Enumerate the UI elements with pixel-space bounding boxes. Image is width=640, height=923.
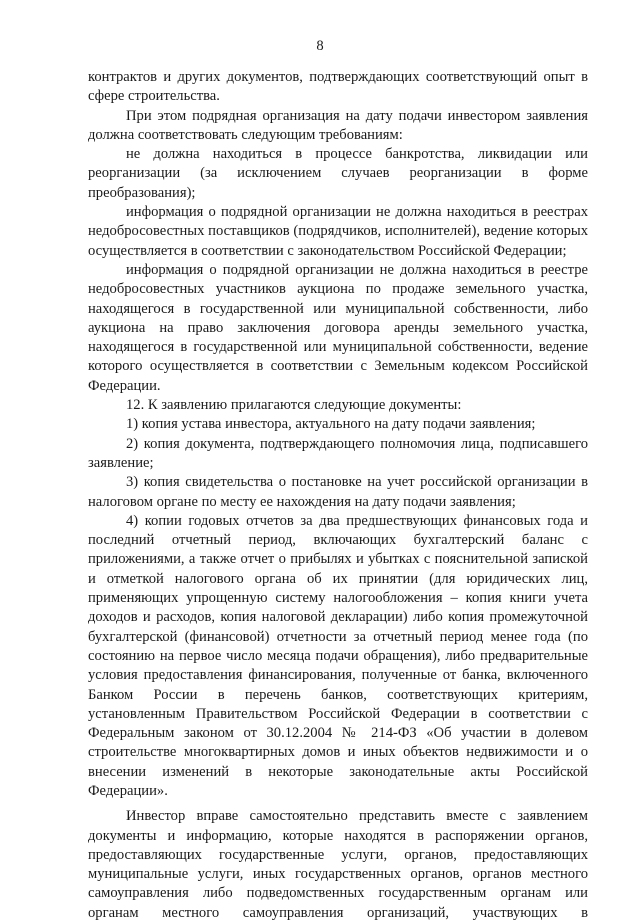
paragraph-section-12: 12. К заявлению прилагаются следующие документы: <box>126 397 462 414</box>
paragraph-requirement-bankruptcy: не должна находиться в процессе банкротства, ликвидации или реорганизации (за исключением случаев реорганизации в форме преобразования); <box>88 146 588 201</box>
paragraph-requirement-auction-registry: информация о подрядной организации не должна находиться в реестре недобросовестных участников аукциона по продаже земельного участка, находящегося в государственной или муниципальной собственности, либо аукциона на право заключения договора аренды земельного участка, находящегося в государственной или муниципальной собственности, ведение которого осуществляется в соответствии с Земельным кодексом Российской Федерации. <box>88 261 588 394</box>
paragraph-item-2: 2) копия документа, подтверждающего полномочия лица, подписавшего заявление; <box>88 435 588 471</box>
paragraph-contractor-requirements: При этом подрядная организация на дату подачи инвестором заявления должна соответствовать следующим требованиям: <box>88 107 588 143</box>
document-body <box>88 68 588 923</box>
paragraph-item-1: 1) копия устава инвестора, актуального на дату подачи заявления; <box>126 416 536 433</box>
paragraph-requirement-supplier-registry: информация о подрядной организации не должна находиться в реестрах недобросовестных поставщиков (подрядчиков, исполнителей), ведение которых осуществляется в соответствии с законодательством Российской Федерации; <box>88 204 588 259</box>
paragraph-investor-right: Инвестор вправе самостоятельно представить вместе с заявлением документы и информацию, которые находятся в распоряжении органов, предоставляющих государственные услуги, органов, предоставляющих муниципальные услуги, иных государственных органов, органов местного самоуправления либо подведомственных государственным органам или органам местного самоуправления организаций, участвующих в <box>88 808 588 921</box>
paragraph-item-3: 3) копия свидетельства о постановке на учет российской организации в налоговом органе по месту ее нахождения на дату подачи заявления; <box>88 474 588 510</box>
paragraph-item-4: 4) копии годовых отчетов за два предшествующих финансовых года и последний отчетный период, включающих бухгалтерский баланс с приложениями, а также отчет о прибылях и убытках с пояснительной запиской и отметкой налогового органа об их принятии (для юридических лиц, применяющих упрощенную систему налогообложения – копия книги учета доходов и расходов, копия налоговой декларации) либо копия промежуточной бухгалтерской (финансовой) отчетности за отчетный период менее года (по состоянию на первое число месяца подачи обращения), либо предварительные условия предоставления финансирования, полученные от банка, включенного Банком России в перечень банков, соответствующих критериям, установленным Правительством Российской Федерации в соответствии с Федеральным законом от 30.12.2004 № 214-ФЗ «Об участии в долевом строительстве многоквартирных домов и иных объектов недвижимости и о внесении изменений в некоторые законодательные акты Российской Федерации». <box>88 512 588 799</box>
paragraph-experience-docs: контрактов и других документов, подтверждающих соответствующий опыт в сфере строительства. <box>88 69 588 105</box>
page-number: 8 <box>316 38 324 54</box>
